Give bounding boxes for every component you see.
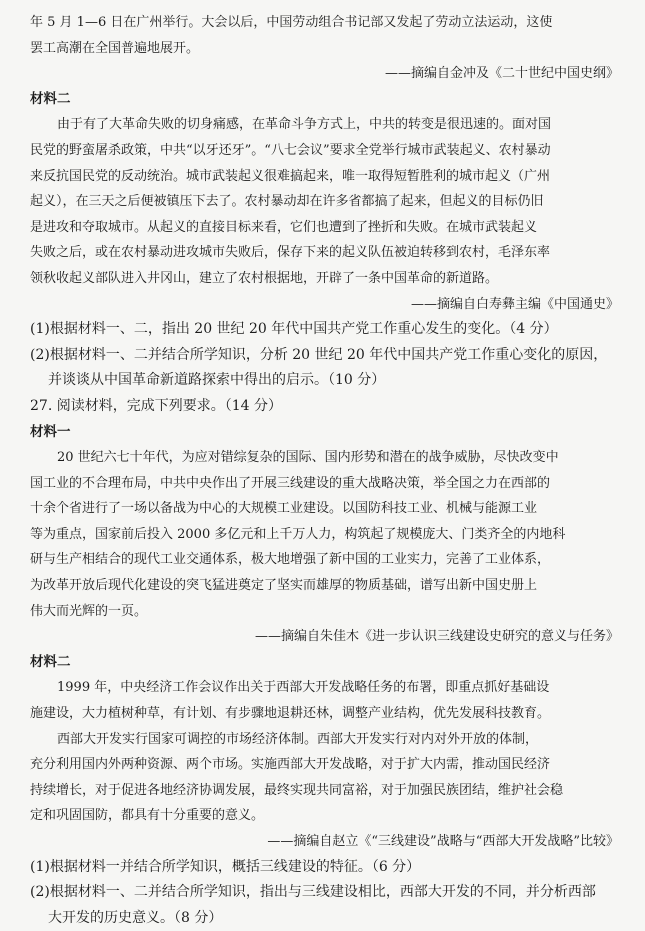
text-line: 起义），在三天之后便被镇压下去了。农村暴动却在许多省都搞了起来，但起义的目标仍旧 [30, 194, 544, 210]
material-heading: 材料二 [30, 653, 71, 670]
source-citation: ——摘编自赵立《“三线建设”战略与“西部大开发战略”比较》 [267, 834, 619, 849]
question-line: (1)根据材料一、二，指出 20 世纪 20 年代中国共产党工作重心发生的变化。（4 分） [30, 321, 558, 338]
source-citation: ——摘编自金冲及《二十世纪中国史纲》 [384, 66, 619, 82]
question-line: (2)根据材料一、二并结合所学知识，指出与三线建设相比，西部大开发的不同，并分析西部 [30, 884, 596, 901]
material-heading: 材料一 [30, 423, 71, 440]
question-line: (1)根据材料一并结合所学知识，概括三线建设的特征。（6 分） [30, 858, 421, 875]
text-line: 为改革开放后现代化建设的突飞猛进奠定了坚实而雄厚的物质基础，谱写出新中国史册上 [30, 578, 538, 594]
text-line: 西部大开发实行国家可调控的市场经济体制。西部大开发实行对内对外开放的体制， [57, 731, 539, 747]
text-line: 定和巩固国防，都具有十分重要的意义。 [30, 808, 265, 824]
text-line: 来反抗国民党的反动统治。城市武装起义很难搞起来，唯一取得短暂胜利的城市起义（广州 [30, 168, 551, 184]
question-line: 并谈谈从中国革命新道路探索中得出的启示。（10 分） [48, 372, 386, 389]
text-line: 研与生产相结合的现代工业交通体系，极大地增强了新中国的工业实力，完善了工业体系， [30, 552, 551, 568]
text-line: 1999 年，中央经济工作会议作出关于西部大开发战略任务的布署，即重点抓好基础设 [57, 680, 550, 696]
source-citation: ——摘编自朱佳木《进一步认识三线建设史研究的意义与任务》 [254, 629, 619, 645]
question-line: (2)根据材料一、二并结合所学知识，分析 20 世纪 20 年代中国共产党工作重心变化的原因， [30, 346, 608, 363]
text-line: 20 世纪六七十年代，为应对错综复杂的国际、国内形势和潜在的战争威胁，尽快改变中 [57, 450, 559, 466]
text-line: 由于有了大革命失败的切身痛感，在革命斗争方式上，中共的转变是很迅速的。面对国 [57, 117, 552, 133]
text-line: 十余个省进行了一场以备战为中心的大规模工业建设。以国防科技工业、机械与能源工业 [30, 501, 538, 517]
text-line: 年 5 月 1—6 日在广州举行。大会以后，中国劳动组合书记部又发起了劳动立法运动，这使 [30, 15, 553, 30]
question-line: 大开发的历史意义。（8 分） [48, 909, 223, 926]
text-line: 失败之后，或在农村暴动进攻城市失败后，保存下来的起义队伍被迫转移到农村，毛泽东率 [30, 245, 551, 261]
text-line: 施建设，大力植树种草，有计划、有步骤地退耕还林，调整产业结构，优先发展科技教育。 [30, 706, 551, 722]
material-heading: 材料二 [30, 90, 71, 107]
text-line: 罢工高潮在全国普遍地展开。 [30, 40, 200, 56]
text-line: 领秋收起义部队进入井冈山，建立了农村根据地，开辟了一条中国革命的新道路。 [30, 270, 499, 286]
text-line: 伟大而光辉的一页。 [30, 603, 148, 619]
text-line: 是进攻和夺取城市。从起义的直接目标来看，它们也遭到了挫折和失败。在城市武装起义 [30, 219, 538, 235]
text-line: 充分利用国内外两种资源、两个市场。实施西部大开发战略，对于扩大内需，推动国民经济 [30, 757, 551, 773]
text-line: 等为重点，国家前后投入 2000 多亿元和上千万人力，构筑起了规模庞大、门类齐全的内地科 [30, 526, 566, 542]
text-line: 持续增长，对于促进各地经济协调发展，最终实现共同富裕，对于加强民族团结，维护社会稳 [30, 782, 564, 798]
text-line: 民党的野蛮屠杀政策，中共“以牙还牙”。“八七会议”要求全党举行城市武装起义、农村暴动 [30, 142, 551, 158]
question-number: 27. 阅读材料，完成下列要求。（14 分） [30, 397, 282, 414]
text-line: 国工业的不合理布局，中共中央作出了开展三线建设的重大战略决策，举全国之力在西部的 [30, 475, 551, 491]
source-citation: ——摘编自白寿彝主编《中国通史》 [410, 296, 619, 312]
